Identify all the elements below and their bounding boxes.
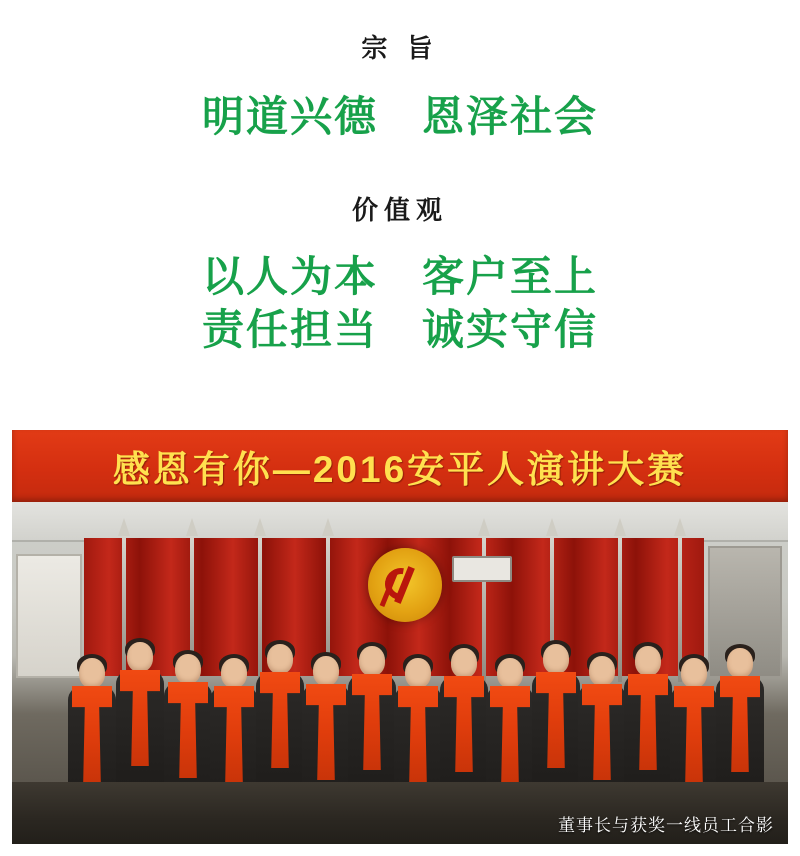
- head: [405, 658, 431, 688]
- wall-upper-band: [12, 502, 788, 542]
- head: [681, 658, 707, 688]
- head: [267, 644, 293, 674]
- head: [543, 644, 569, 674]
- head: [175, 654, 201, 684]
- text-block: [0, 0, 800, 356]
- head: [589, 656, 615, 686]
- head: [727, 648, 753, 678]
- purpose-heading: 宗 旨: [361, 33, 439, 63]
- purpose-motto-line-1: 明道兴德 恩泽社会: [201, 93, 598, 140]
- photo-caption: 董事长与获奖一线员工合影: [558, 816, 774, 835]
- head: [451, 648, 477, 678]
- wall-monitor: [452, 556, 512, 582]
- head: [359, 646, 385, 676]
- event-banner-text: 感恩有你—2016安平人演讲大赛: [112, 449, 688, 490]
- head: [127, 642, 153, 672]
- head: [635, 646, 661, 676]
- group-photo: [12, 430, 788, 844]
- values-motto-line-1: 以人为本 客户至上: [201, 253, 598, 301]
- values-motto-line-2: 责任担当 诚实守信: [201, 306, 598, 354]
- photo-scene: [12, 502, 788, 844]
- head: [497, 658, 523, 688]
- head: [313, 656, 339, 686]
- head: [79, 658, 105, 688]
- values-heading: 价值观: [351, 195, 448, 226]
- event-banner: [12, 430, 788, 502]
- head: [221, 658, 247, 688]
